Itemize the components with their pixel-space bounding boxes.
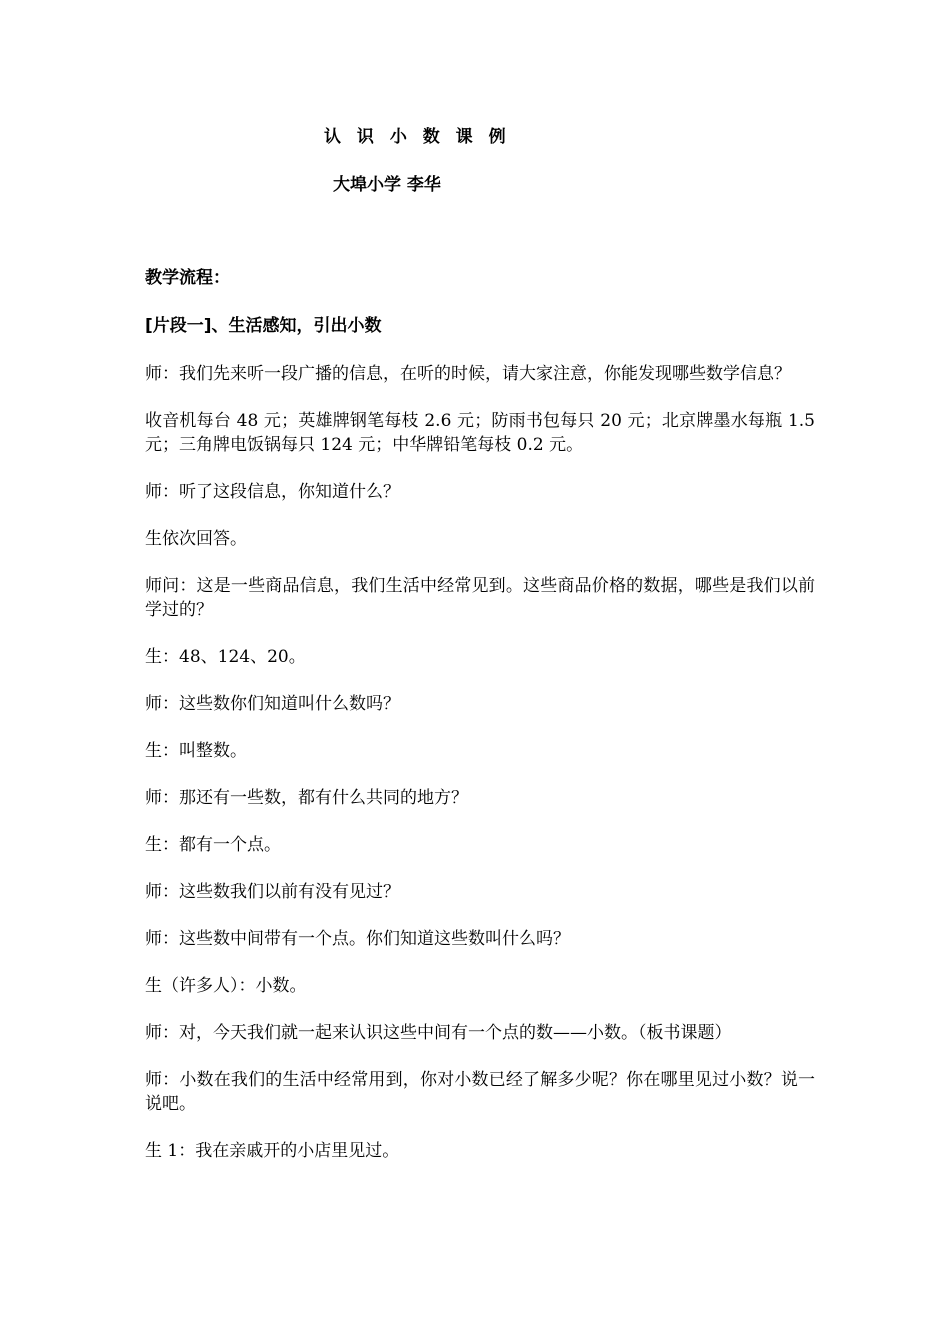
document-body bbox=[145, 266, 815, 1186]
paragraph: 收音机每台 48 元；英雄牌钢笔每枝 2.6 元；防雨书包每只 20 元；北京牌墨水每瓶 1.5 元；三角牌电饭锅每只 124 元；中华牌铅笔每枝 0.2 元。 bbox=[145, 411, 815, 455]
paragraph: 生：48、124、20。 bbox=[145, 647, 306, 667]
paragraph: 师：这些数中间带有一个点。你们知道这些数叫什么吗？ bbox=[145, 929, 570, 949]
paragraph: 师：对，今天我们就一起来认识这些中间有一个点的数——小数。（板书课题） bbox=[145, 1023, 732, 1043]
paragraph: 师：那还有一些数，都有什么共同的地方？ bbox=[145, 788, 468, 808]
paragraph: 生：都有一个点。 bbox=[145, 835, 281, 855]
document-title: 认 识 小 数 课 例 bbox=[324, 127, 511, 147]
paragraph: 师：听了这段信息，你知道什么？ bbox=[145, 482, 400, 502]
paragraph: 生依次回答。 bbox=[145, 529, 247, 549]
paragraph: 师：这些数我们以前有没有见过？ bbox=[145, 882, 400, 902]
paragraph: 生：叫整数。 bbox=[145, 741, 247, 761]
paragraph: 师问：这是一些商品信息，我们生活中经常见到。这些商品价格的数据，哪些是我们以前学过的？ bbox=[145, 576, 815, 620]
paragraph: 师：小数在我们的生活中经常用到，你对小数已经了解多少呢？你在哪里见过小数？说一说吧。 bbox=[145, 1070, 815, 1114]
paragraph: 师：我们先来听一段广播的信息，在听的时候，请大家注意，你能发现哪些数学信息？ bbox=[145, 364, 791, 384]
section-heading: 教学流程： bbox=[145, 268, 230, 288]
paragraph: 生 1：我在亲戚开的小店里见过。 bbox=[145, 1141, 400, 1161]
paragraph: 师：这些数你们知道叫什么数吗？ bbox=[145, 694, 400, 714]
fragment-heading: [片段一]、生活感知，引出小数 bbox=[145, 316, 382, 336]
paragraph: 生（许多人）：小数。 bbox=[145, 976, 307, 996]
document-author: 大埠小学 李华 bbox=[333, 175, 441, 195]
